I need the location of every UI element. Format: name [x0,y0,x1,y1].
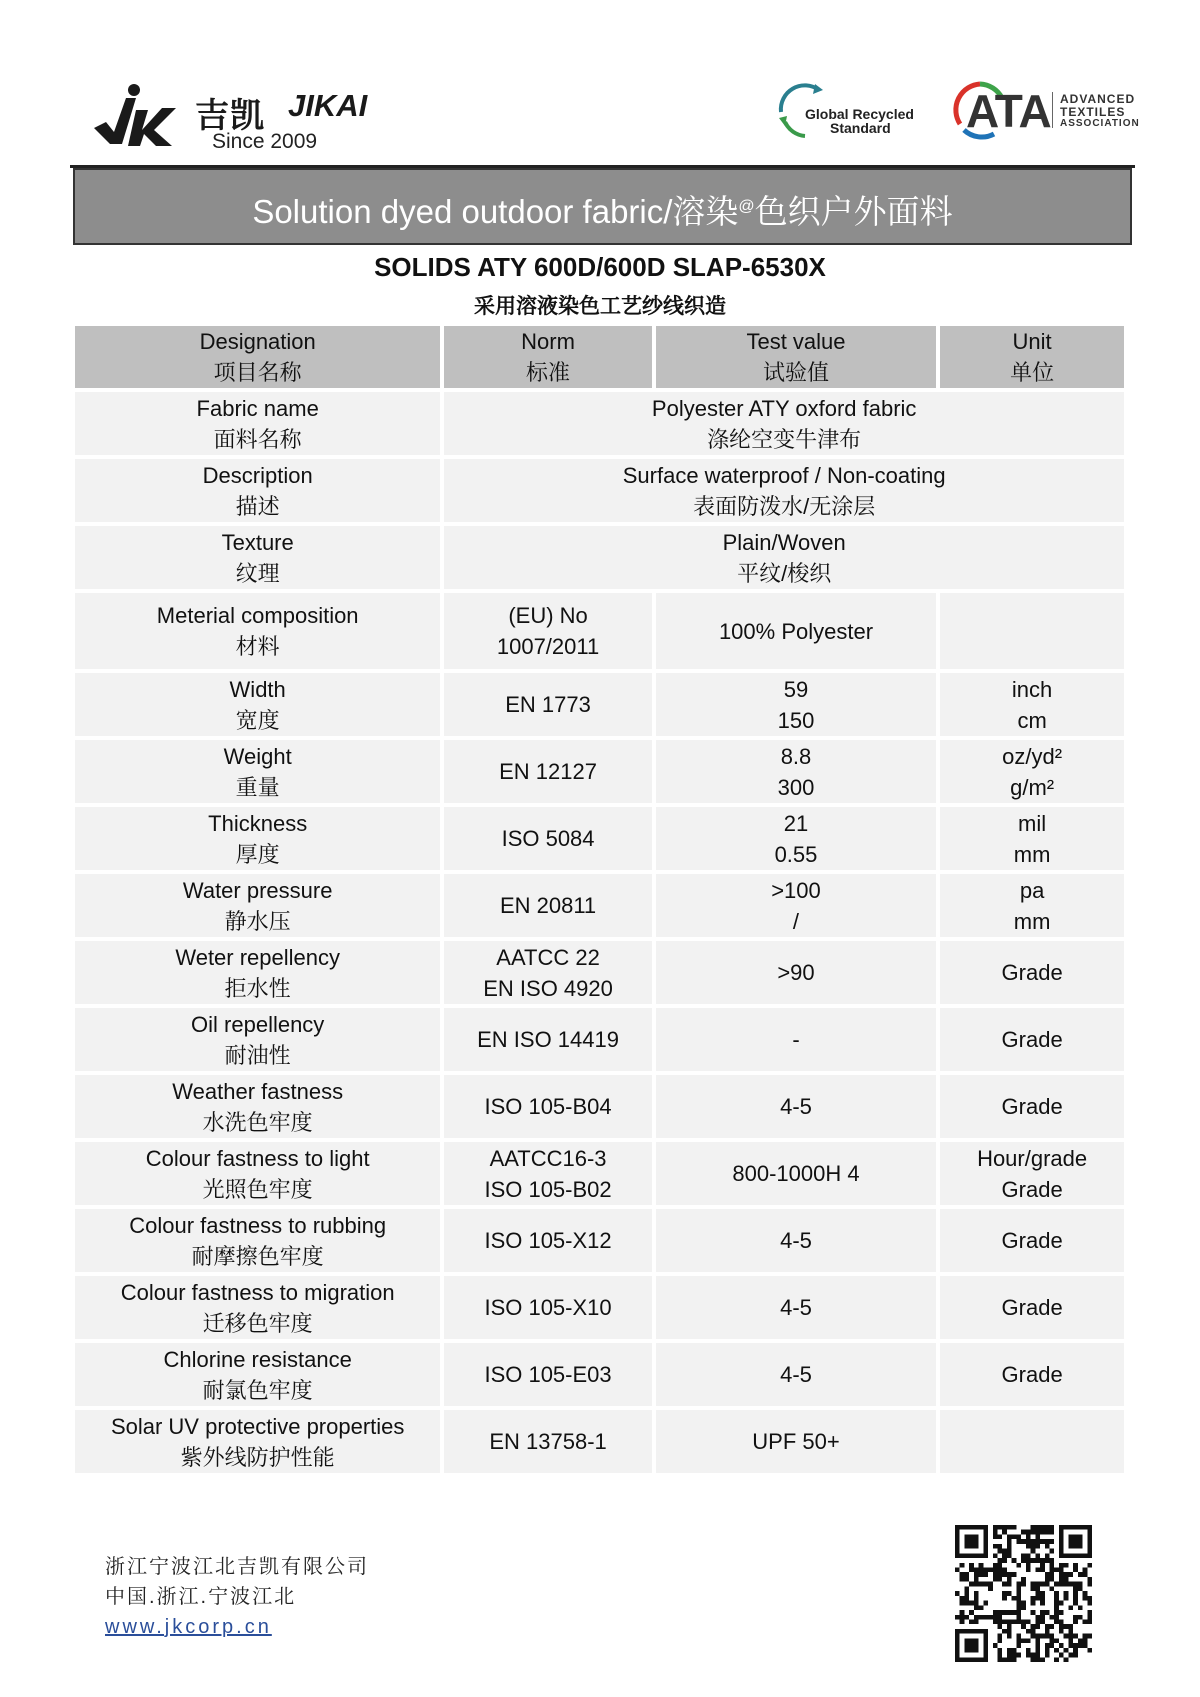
table-row [75,1142,1124,1205]
cell-norm: ISO 5084 [444,807,651,870]
ata-letters: ATA [966,85,1051,137]
cell-unit: Hour/grade Grade [940,1142,1124,1205]
cell-designation: Water pressure 静水压 [75,874,440,937]
jikai-logo [90,80,368,155]
table-row [75,740,1124,803]
cell-unit: oz/yd² g/m² [940,740,1124,803]
cell-norm: AATCC 22 EN ISO 4920 [444,941,651,1004]
cell-test-value: >90 [656,941,936,1004]
cell-norm: (EU) No 1007/2011 [444,593,651,669]
cell-test-value: 4-5 [656,1343,936,1406]
cell-test-value: - [656,1008,936,1071]
cell-unit: Grade [940,941,1124,1004]
ata-line1: ADVANCED [1060,92,1136,106]
cell-norm: EN 12127 [444,740,651,803]
cell-unit [940,1410,1124,1473]
cell-unit: Grade [940,1008,1124,1071]
cell-designation: Oil repellency 耐油性 [75,1008,440,1071]
cell-merged-value: Surface waterproof / Non-coating 表面防泼水/无涂层 [444,459,1124,522]
logo-since-text: Since 2009 [212,130,318,153]
cell-norm: ISO 105-X12 [444,1209,651,1272]
ata-logo [950,80,1150,140]
cell-unit: Grade [940,1276,1124,1339]
cell-norm: ISO 105-E03 [444,1343,651,1406]
cell-test-value: 21 0.55 [656,807,936,870]
ata-separator [1052,92,1053,128]
cell-designation: Colour fastness to migration 迁移色牢度 [75,1276,440,1339]
grs-logo [775,78,915,140]
product-subtitle: 采用溶液染色工艺纱线织造 [474,295,726,318]
cell-designation: Chlorine resistance 耐氯色牢度 [75,1343,440,1406]
table-row [75,1008,1124,1071]
table-row [75,673,1124,736]
table-row [75,1410,1124,1473]
footer-website-link[interactable]: www.jkcorp.cn [105,1616,272,1638]
cell-norm: EN 1773 [444,673,651,736]
cell-designation: Thickness 厚度 [75,807,440,870]
cell-unit: pa mm [940,874,1124,937]
cell-unit: Grade [940,1075,1124,1138]
cell-test-value: UPF 50+ [656,1410,936,1473]
banner-text-before: Solution dyed outdoor fabric/溶染 [252,193,739,230]
cell-designation: Meterial composition 材料 [75,593,440,669]
grs-line2: Standard [830,120,891,136]
jikai-logo-icon [90,80,190,155]
cell-designation: Solar UV protective properties 紫外线防护性能 [75,1410,440,1473]
footer-company: 浙江宁波江北吉凯有限公司 [105,1556,369,1578]
ata-line3: ASSOCIATION [1060,118,1140,129]
logo-en-text: JIKAI [288,88,368,123]
footer-address: 中国.浙江.宁波江北 [105,1586,297,1608]
qr-code-icon [955,1525,1092,1662]
title-banner [73,168,1132,245]
table-header-row [75,326,1124,388]
table-row [75,526,1124,589]
page-header [0,0,1200,160]
cell-unit [940,593,1124,669]
cell-test-value: >100 / [656,874,936,937]
cell-designation: Colour fastness to rubbing 耐摩擦色牢度 [75,1209,440,1272]
footer-company-info [105,1552,369,1642]
cell-test-value: 4-5 [656,1276,936,1339]
cell-norm: EN 13758-1 [444,1410,651,1473]
cell-norm: EN 20811 [444,874,651,937]
header-designation: Designation 项目名称 [75,326,440,388]
cell-test-value: 4-5 [656,1209,936,1272]
cell-label: Description 描述 [75,459,440,522]
cell-merged-value: Polyester ATY oxford fabric 涤纶空变牛津布 [444,392,1124,455]
banner-mark: @ [738,198,755,215]
table-row [75,941,1124,1004]
ata-line2: TEXTILES [1060,105,1126,119]
cell-norm: EN ISO 14419 [444,1008,651,1071]
logo-cn-text: 吉凯 [195,97,265,135]
cell-test-value: 8.8 300 [656,740,936,803]
table-row [75,459,1124,522]
product-title: SOLIDS ATY 600D/600D SLAP-6530X [374,252,826,282]
cell-norm: AATCC16-3 ISO 105-B02 [444,1142,651,1205]
header-test-value: Test value 试验值 [656,326,936,388]
header-norm: Norm 标准 [444,326,651,388]
cell-test-value: 59 150 [656,673,936,736]
cell-test-value: 100% Polyester [656,593,936,669]
table-row [75,1209,1124,1272]
grs-line1: Global Recycled [805,106,914,122]
table-row [75,1075,1124,1138]
cell-unit: inch cm [940,673,1124,736]
cell-label: Texture 纹理 [75,526,440,589]
cell-norm: ISO 105-X10 [444,1276,651,1339]
header-unit: Unit 单位 [940,326,1124,388]
cell-designation: Colour fastness to light 光照色牢度 [75,1142,440,1205]
cell-label: Fabric name 面料名称 [75,392,440,455]
table-row [75,807,1124,870]
table-row [75,874,1124,937]
cell-unit: Grade [940,1343,1124,1406]
cell-test-value: 4-5 [656,1075,936,1138]
table-row [75,392,1124,455]
table-row [75,593,1124,669]
cell-unit: mil mm [940,807,1124,870]
table-row [75,1276,1124,1339]
cell-unit: Grade [940,1209,1124,1272]
table-row [75,1343,1124,1406]
cell-merged-value: Plain/Woven 平纹/梭织 [444,526,1124,589]
cell-designation: Weight 重量 [75,740,440,803]
spec-table [71,322,1128,1477]
cell-norm: ISO 105-B04 [444,1075,651,1138]
cell-test-value: 800-1000H 4 [656,1142,936,1205]
banner-text-after: 色织户外面料 [754,193,953,230]
cell-designation: Weather fastness 水洗色牢度 [75,1075,440,1138]
cell-designation: Width 宽度 [75,673,440,736]
cell-designation: Weter repellency 拒水性 [75,941,440,1004]
